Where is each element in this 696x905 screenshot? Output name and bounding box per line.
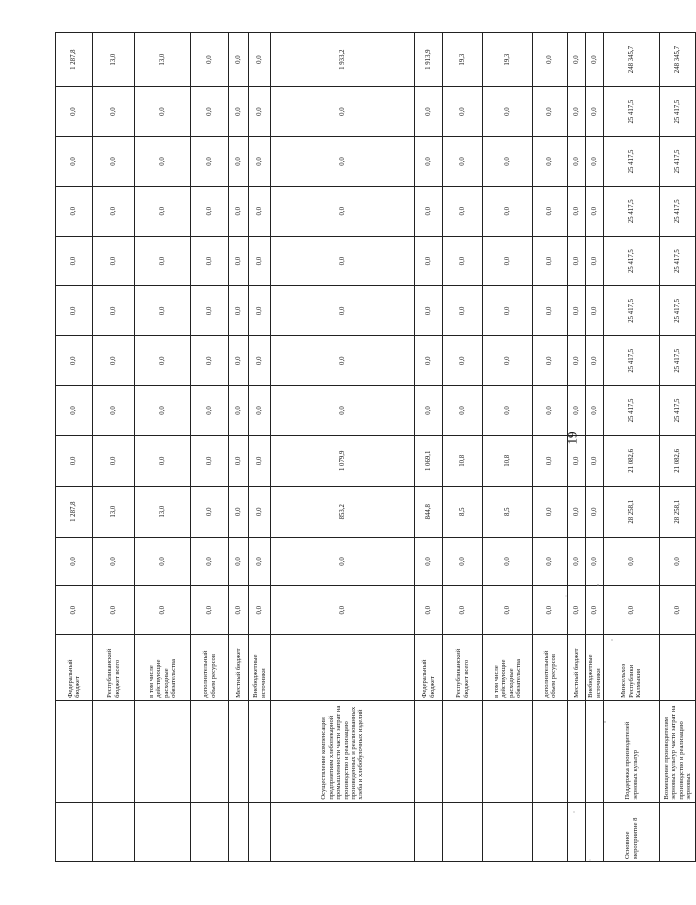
value-cell: 0,0 — [135, 336, 191, 386]
value-cell: 0,0 — [533, 586, 568, 635]
value-cell: 0,0 — [443, 186, 483, 236]
value-cell: 0,0 — [191, 186, 229, 236]
source-cell — [271, 635, 415, 701]
source-cell: Республиканский бюджет всего — [443, 635, 483, 701]
value-cell: 0,0 — [483, 87, 533, 137]
value-cell: 0,0 — [191, 137, 229, 187]
activity-cell — [191, 700, 229, 802]
table-row — [604, 33, 660, 862]
value-cell: 0,0 — [93, 137, 135, 187]
value-cell: 0,0 — [533, 286, 568, 336]
value-cell: 0,0 — [271, 586, 415, 635]
value-cell: 0,0 — [586, 435, 604, 486]
event-cell — [483, 802, 533, 861]
value-cell: 0,0 — [191, 236, 229, 286]
event-cell — [93, 802, 135, 861]
total-cell: 1 913,9 — [415, 33, 443, 87]
table-row — [271, 33, 415, 862]
budget-table-page — [55, 32, 692, 862]
value-cell: 0,0 — [93, 286, 135, 336]
source-cell: Внебюджетные источники — [586, 635, 604, 701]
value-cell: 0,0 — [93, 586, 135, 635]
source-cell: Республиканский бюджет всего — [93, 635, 135, 701]
value-cell: 0,0 — [191, 87, 229, 137]
source-cell: Местный бюджет — [568, 635, 586, 701]
value-cell: 0,0 — [93, 537, 135, 586]
value-cell: 25 417,5 — [660, 386, 696, 436]
value-cell: 0,0 — [415, 386, 443, 436]
value-cell: 0,0 — [568, 336, 586, 386]
value-cell: 844,8 — [415, 486, 443, 537]
activity-cell — [483, 700, 533, 802]
value-cell: 25 417,5 — [660, 286, 696, 336]
value-cell: 0,0 — [604, 586, 660, 635]
value-cell: 25 417,5 — [660, 236, 696, 286]
value-cell: 0,0 — [586, 186, 604, 236]
value-cell: 0,0 — [415, 286, 443, 336]
value-cell: 0,0 — [191, 286, 229, 336]
value-cell: 1 069,1 — [415, 435, 443, 486]
total-cell: 0,0 — [249, 33, 271, 87]
table-row — [533, 33, 568, 862]
value-cell: 0,0 — [568, 435, 586, 486]
value-cell: 0,0 — [271, 286, 415, 336]
activity-cell — [415, 700, 443, 802]
value-cell: 1 287,8 — [56, 486, 93, 537]
event-cell — [56, 802, 93, 861]
value-cell: 0,0 — [483, 186, 533, 236]
value-cell: 8,5 — [443, 486, 483, 537]
value-cell: 0,0 — [191, 336, 229, 386]
activity-cell — [135, 700, 191, 802]
total-cell: 0,0 — [586, 33, 604, 87]
value-cell: 0,0 — [93, 186, 135, 236]
source-cell: Местный бюджет — [229, 635, 249, 701]
value-cell: 25 417,5 — [604, 87, 660, 137]
value-cell: 0,0 — [568, 87, 586, 137]
table-row — [443, 33, 483, 862]
total-cell: 19,3 — [443, 33, 483, 87]
value-cell: 25 417,5 — [660, 137, 696, 187]
value-cell: 0,0 — [660, 537, 696, 586]
value-cell: 0,0 — [415, 336, 443, 386]
activity-cell — [229, 700, 249, 802]
value-cell: 0,0 — [249, 486, 271, 537]
value-cell: 0,0 — [568, 236, 586, 286]
total-cell: 248 345,7 — [604, 33, 660, 87]
value-cell: 0,0 — [249, 336, 271, 386]
value-cell: 0,0 — [533, 236, 568, 286]
table-row — [135, 33, 191, 862]
source-cell: Федеральный бюджет — [56, 635, 93, 701]
value-cell: 0,0 — [533, 435, 568, 486]
value-cell: 0,0 — [229, 486, 249, 537]
value-cell: 0,0 — [533, 186, 568, 236]
value-cell: 1 079,9 — [271, 435, 415, 486]
value-cell: 28 258,1 — [660, 486, 696, 537]
value-cell: 0,0 — [93, 336, 135, 386]
value-cell: 25 417,5 — [604, 236, 660, 286]
value-cell: 0,0 — [568, 286, 586, 336]
value-cell: 0,0 — [56, 137, 93, 187]
value-cell: 0,0 — [229, 286, 249, 336]
budget-table — [55, 32, 696, 862]
activity-cell — [93, 700, 135, 802]
value-cell: 0,0 — [249, 137, 271, 187]
activity-cell: Осуществление компенсации предприятиям хлебопекарной промышленности части затрат на производство и реализацию произведенных и реализованных хлеба и хлебобулочных изделий — [271, 700, 415, 802]
total-cell: 0,0 — [533, 33, 568, 87]
event-cell — [533, 802, 568, 861]
event-cell — [249, 802, 271, 861]
value-cell: 13,0 — [135, 486, 191, 537]
value-cell: 0,0 — [229, 336, 249, 386]
value-cell: 0,0 — [249, 386, 271, 436]
event-cell — [191, 802, 229, 861]
value-cell: 0,0 — [415, 236, 443, 286]
source-cell: Внебюджетные источники — [249, 635, 271, 701]
value-cell: 25 417,5 — [660, 336, 696, 386]
value-cell: 0,0 — [568, 586, 586, 635]
table-row — [660, 33, 696, 862]
value-cell: 8,5 — [483, 486, 533, 537]
value-cell: 0,0 — [229, 137, 249, 187]
value-cell: 0,0 — [191, 386, 229, 436]
value-cell: 0,0 — [56, 586, 93, 635]
value-cell: 0,0 — [271, 87, 415, 137]
value-cell: 0,0 — [56, 87, 93, 137]
value-cell: 0,0 — [229, 386, 249, 436]
total-cell: 0,0 — [191, 33, 229, 87]
event-cell — [586, 802, 604, 861]
event-cell — [415, 802, 443, 861]
value-cell: 0,0 — [443, 137, 483, 187]
event-cell — [443, 802, 483, 861]
value-cell: 0,0 — [483, 386, 533, 436]
source-cell: дополнительный объем ресурсов — [191, 635, 229, 701]
value-cell: 0,0 — [135, 87, 191, 137]
value-cell: 0,0 — [249, 537, 271, 586]
value-cell: 0,0 — [249, 186, 271, 236]
activity-cell — [586, 700, 604, 802]
source-cell: Федеральный бюджет — [415, 635, 443, 701]
value-cell: 0,0 — [415, 186, 443, 236]
value-cell: 0,0 — [443, 286, 483, 336]
value-cell: 0,0 — [586, 137, 604, 187]
total-cell: 19,3 — [483, 33, 533, 87]
value-cell: 25 417,5 — [660, 87, 696, 137]
activity-cell: Возмещение производителям зерновых культур части затрат на производство и реализацию зерновых — [660, 700, 696, 802]
value-cell: 0,0 — [271, 137, 415, 187]
value-cell: 0,0 — [135, 286, 191, 336]
value-cell: 0,0 — [483, 537, 533, 586]
total-cell: 13,0 — [93, 33, 135, 87]
value-cell: 0,0 — [271, 336, 415, 386]
source-cell: дополнительный объем ресурсов — [533, 635, 568, 701]
value-cell: 0,0 — [135, 386, 191, 436]
value-cell: 25 417,5 — [604, 137, 660, 187]
value-cell: 10,8 — [443, 435, 483, 486]
value-cell: 0,0 — [533, 537, 568, 586]
value-cell: 0,0 — [271, 186, 415, 236]
value-cell: 0,0 — [249, 236, 271, 286]
value-cell: 0,0 — [483, 586, 533, 635]
value-cell: 0,0 — [586, 537, 604, 586]
table-row — [191, 33, 229, 862]
value-cell: 0,0 — [483, 286, 533, 336]
value-cell: 0,0 — [568, 486, 586, 537]
value-cell: 0,0 — [604, 537, 660, 586]
value-cell: 0,0 — [135, 586, 191, 635]
value-cell: 0,0 — [191, 537, 229, 586]
value-cell: 0,0 — [586, 87, 604, 137]
page-number: 19 — [564, 431, 580, 445]
value-cell: 0,0 — [56, 236, 93, 286]
value-cell: 21 082,6 — [660, 435, 696, 486]
value-cell: 25 417,5 — [604, 286, 660, 336]
value-cell: 25 417,5 — [660, 186, 696, 236]
value-cell: 0,0 — [135, 186, 191, 236]
value-cell: 0,0 — [56, 286, 93, 336]
value-cell: 0,0 — [568, 537, 586, 586]
value-cell: 0,0 — [443, 336, 483, 386]
value-cell: 0,0 — [229, 186, 249, 236]
value-cell: 0,0 — [93, 236, 135, 286]
value-cell: 21 082,6 — [604, 435, 660, 486]
value-cell: 0,0 — [415, 137, 443, 187]
event-cell — [568, 802, 586, 861]
value-cell: 10,8 — [483, 435, 533, 486]
value-cell: 0,0 — [533, 386, 568, 436]
event-cell: Основное мероприятие 8 — [604, 802, 660, 861]
total-cell: 0,0 — [229, 33, 249, 87]
total-cell: 13,0 — [135, 33, 191, 87]
value-cell: 13,0 — [93, 486, 135, 537]
value-cell: 0,0 — [660, 586, 696, 635]
activity-cell — [56, 700, 93, 802]
value-cell: 0,0 — [533, 87, 568, 137]
source-cell: Минсельхоз Республики Калмыкия — [604, 635, 660, 701]
table-row — [415, 33, 443, 862]
event-cell — [660, 802, 696, 861]
value-cell: 0,0 — [568, 386, 586, 436]
table-row — [56, 33, 93, 862]
event-cell — [271, 802, 415, 861]
value-cell: 0,0 — [415, 537, 443, 586]
value-cell: 0,0 — [93, 435, 135, 486]
source-cell: в том числе действующие расходные обязательства — [483, 635, 533, 701]
activity-cell: Поддержка производителей зерновых культур — [604, 700, 660, 802]
value-cell: 0,0 — [249, 286, 271, 336]
table-row — [229, 33, 249, 862]
value-cell: 25 417,5 — [604, 186, 660, 236]
value-cell: 0,0 — [56, 336, 93, 386]
value-cell: 0,0 — [191, 486, 229, 537]
value-cell: 0,0 — [483, 137, 533, 187]
value-cell: 0,0 — [271, 236, 415, 286]
event-cell — [135, 802, 191, 861]
value-cell: 0,0 — [533, 486, 568, 537]
value-cell: 0,0 — [135, 137, 191, 187]
value-cell: 0,0 — [443, 236, 483, 286]
value-cell: 0,0 — [483, 236, 533, 286]
value-cell: 0,0 — [229, 87, 249, 137]
table-row — [586, 33, 604, 862]
value-cell: 0,0 — [568, 137, 586, 187]
value-cell: 0,0 — [586, 486, 604, 537]
value-cell: 0,0 — [56, 435, 93, 486]
value-cell: 0,0 — [56, 186, 93, 236]
total-cell: 248 345,7 — [660, 33, 696, 87]
total-cell: 0,0 — [568, 33, 586, 87]
value-cell: 0,0 — [533, 336, 568, 386]
value-cell: 853,2 — [271, 486, 415, 537]
value-cell: 0,0 — [271, 537, 415, 586]
value-cell: 0,0 — [229, 236, 249, 286]
value-cell: 0,0 — [415, 586, 443, 635]
value-cell: 0,0 — [135, 435, 191, 486]
event-cell — [229, 802, 249, 861]
value-cell: 0,0 — [415, 87, 443, 137]
total-cell: 1 287,8 — [56, 33, 93, 87]
value-cell: 0,0 — [229, 537, 249, 586]
value-cell: 0,0 — [229, 435, 249, 486]
value-cell: 0,0 — [191, 435, 229, 486]
value-cell: 25 417,5 — [604, 386, 660, 436]
value-cell: 0,0 — [586, 236, 604, 286]
value-cell: 0,0 — [191, 586, 229, 635]
value-cell: 0,0 — [443, 537, 483, 586]
value-cell: 0,0 — [56, 386, 93, 436]
value-cell: 0,0 — [249, 586, 271, 635]
value-cell: 0,0 — [93, 386, 135, 436]
value-cell: 0,0 — [93, 87, 135, 137]
value-cell: 0,0 — [249, 435, 271, 486]
value-cell: 0,0 — [568, 186, 586, 236]
activity-cell — [443, 700, 483, 802]
table-row — [568, 33, 586, 862]
total-cell: 1 933,2 — [271, 33, 415, 87]
value-cell: 0,0 — [135, 236, 191, 286]
table-row — [93, 33, 135, 862]
value-cell: 0,0 — [249, 87, 271, 137]
value-cell: 0,0 — [443, 386, 483, 436]
value-cell: 0,0 — [586, 386, 604, 436]
value-cell: 0,0 — [586, 586, 604, 635]
value-cell: 0,0 — [443, 87, 483, 137]
table-row — [483, 33, 533, 862]
value-cell: 0,0 — [483, 336, 533, 386]
source-cell: в том числе действующие расходные обязательства — [135, 635, 191, 701]
value-cell: 0,0 — [586, 336, 604, 386]
value-cell: 0,0 — [229, 586, 249, 635]
value-cell: 0,0 — [135, 537, 191, 586]
activity-cell — [568, 700, 586, 802]
value-cell: 25 417,5 — [604, 336, 660, 386]
value-cell: 0,0 — [533, 137, 568, 187]
value-cell: 0,0 — [443, 586, 483, 635]
activity-cell — [533, 700, 568, 802]
table-row — [249, 33, 271, 862]
value-cell: 28 258,1 — [604, 486, 660, 537]
value-cell: 0,0 — [271, 386, 415, 436]
source-cell — [660, 635, 696, 701]
activity-cell — [249, 700, 271, 802]
value-cell: 0,0 — [56, 537, 93, 586]
value-cell: 0,0 — [586, 286, 604, 336]
